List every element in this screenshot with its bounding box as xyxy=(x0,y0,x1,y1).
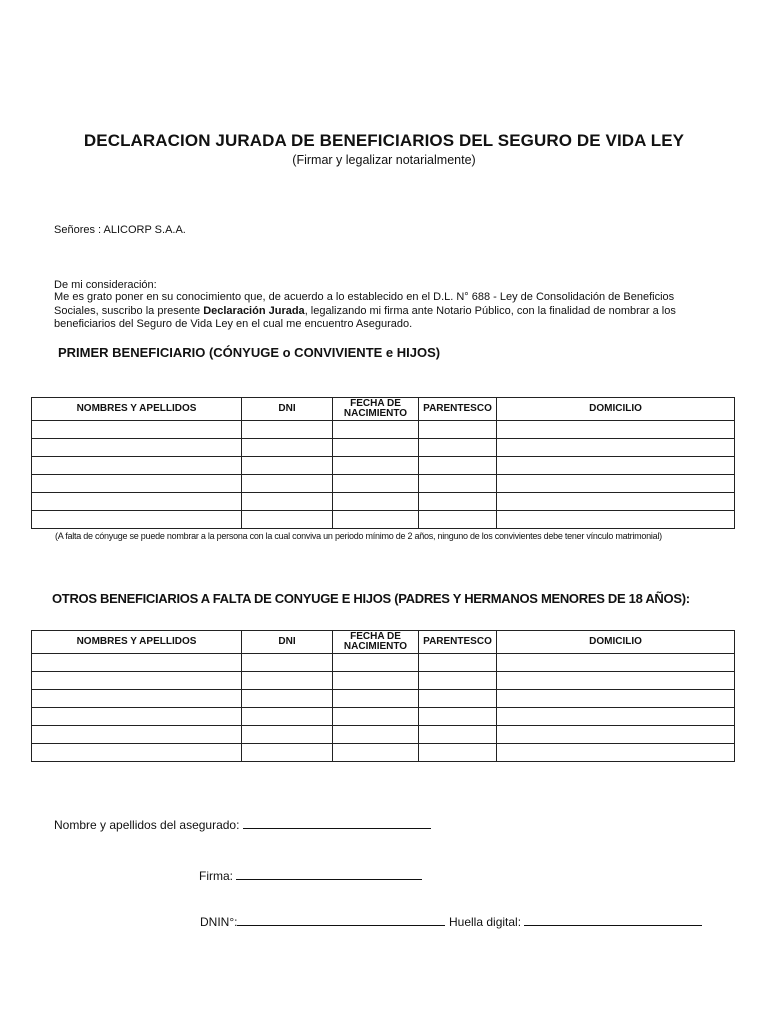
col-header-relationship: PARENTESCO xyxy=(419,631,497,654)
table-row[interactable] xyxy=(32,744,735,762)
table-row[interactable] xyxy=(32,493,735,511)
col-header-address: DOMICILIO xyxy=(497,631,735,654)
section2-title: OTROS BENEFICIARIOS A FALTA DE CONYUGE E HIJOS (PADRES Y HERMANOS MENORES DE 18 AÑOS): xyxy=(52,591,690,606)
dni-label: DNIN°: xyxy=(200,915,238,929)
table-row[interactable] xyxy=(32,672,735,690)
col-header-relationship: PARENTESCO xyxy=(419,398,497,421)
greeting: De mi consideración: xyxy=(54,279,157,291)
table-row[interactable] xyxy=(32,511,735,529)
table-row[interactable] xyxy=(32,457,735,475)
first-beneficiary-table xyxy=(31,397,735,529)
col-header-address: DOMICILIO xyxy=(497,398,735,421)
section1-note: (A falta de cónyuge se puede nombrar a la persona con la cual conviva un periodo mínimo de 2 años, ninguno de los convivientes debe tener vínculo matrimonial) xyxy=(55,531,662,541)
dni-field xyxy=(200,915,445,929)
table-header-row xyxy=(32,631,735,654)
letter-body-part2: , legalizando mi firma ante Notario Público, con la finalidad de nombrar a los beneficiarios del Seguro de Vida Ley en el cual me encuentro Asegurado. xyxy=(54,304,676,330)
table-row[interactable] xyxy=(32,421,735,439)
signature-field xyxy=(199,869,422,883)
signature-label: Firma: xyxy=(199,869,233,883)
table-row[interactable] xyxy=(32,439,735,457)
letter-body-part1: Me es grato poner en su conocimiento que, de acuerdo a lo establecido en el D.L. N° 688 - Ley de Consolidación de Beneficios Sociales, suscribo la presente xyxy=(54,291,675,317)
fingerprint-line[interactable] xyxy=(524,925,702,926)
insured-name-label: Nombre y apellidos del asegurado: xyxy=(54,818,240,832)
addressee: Señores : ALICORP S.A.A. xyxy=(54,224,186,236)
insured-name-line[interactable] xyxy=(243,828,431,829)
letter-body-bold: Declaración Jurada xyxy=(203,304,305,317)
col-header-birth-date: FECHA DE NACIMIENTO xyxy=(333,398,419,421)
table-row[interactable] xyxy=(32,708,735,726)
col-header-birth-date: FECHA DE NACIMIENTO xyxy=(333,631,419,654)
other-beneficiaries-table xyxy=(31,630,735,762)
insured-name-field xyxy=(54,818,431,832)
table-row[interactable] xyxy=(32,726,735,744)
fingerprint-field xyxy=(449,915,702,929)
letter-body xyxy=(54,291,714,332)
table-row[interactable] xyxy=(32,654,735,672)
col-header-names: NOMBRES Y APELLIDOS xyxy=(32,398,242,421)
page-title: DECLARACION JURADA DE BENEFICIARIOS DEL SEGURO DE VIDA LEY xyxy=(83,131,685,150)
signature-line[interactable] xyxy=(236,879,422,880)
table-header-row xyxy=(32,398,735,421)
table-row[interactable] xyxy=(32,690,735,708)
section1-title: PRIMER BENEFICIARIO (CÓNYUGE o CONVIVIENTE e HIJOS) xyxy=(58,345,441,360)
col-header-dni: DNI xyxy=(242,631,333,654)
col-header-names: NOMBRES Y APELLIDOS xyxy=(32,631,242,654)
dni-line[interactable] xyxy=(237,925,445,926)
page-subtitle: (Firmar y legalizar notarialmente) xyxy=(292,153,476,167)
col-header-dni: DNI xyxy=(242,398,333,421)
table-row[interactable] xyxy=(32,475,735,493)
fingerprint-label: Huella digital: xyxy=(449,915,522,929)
